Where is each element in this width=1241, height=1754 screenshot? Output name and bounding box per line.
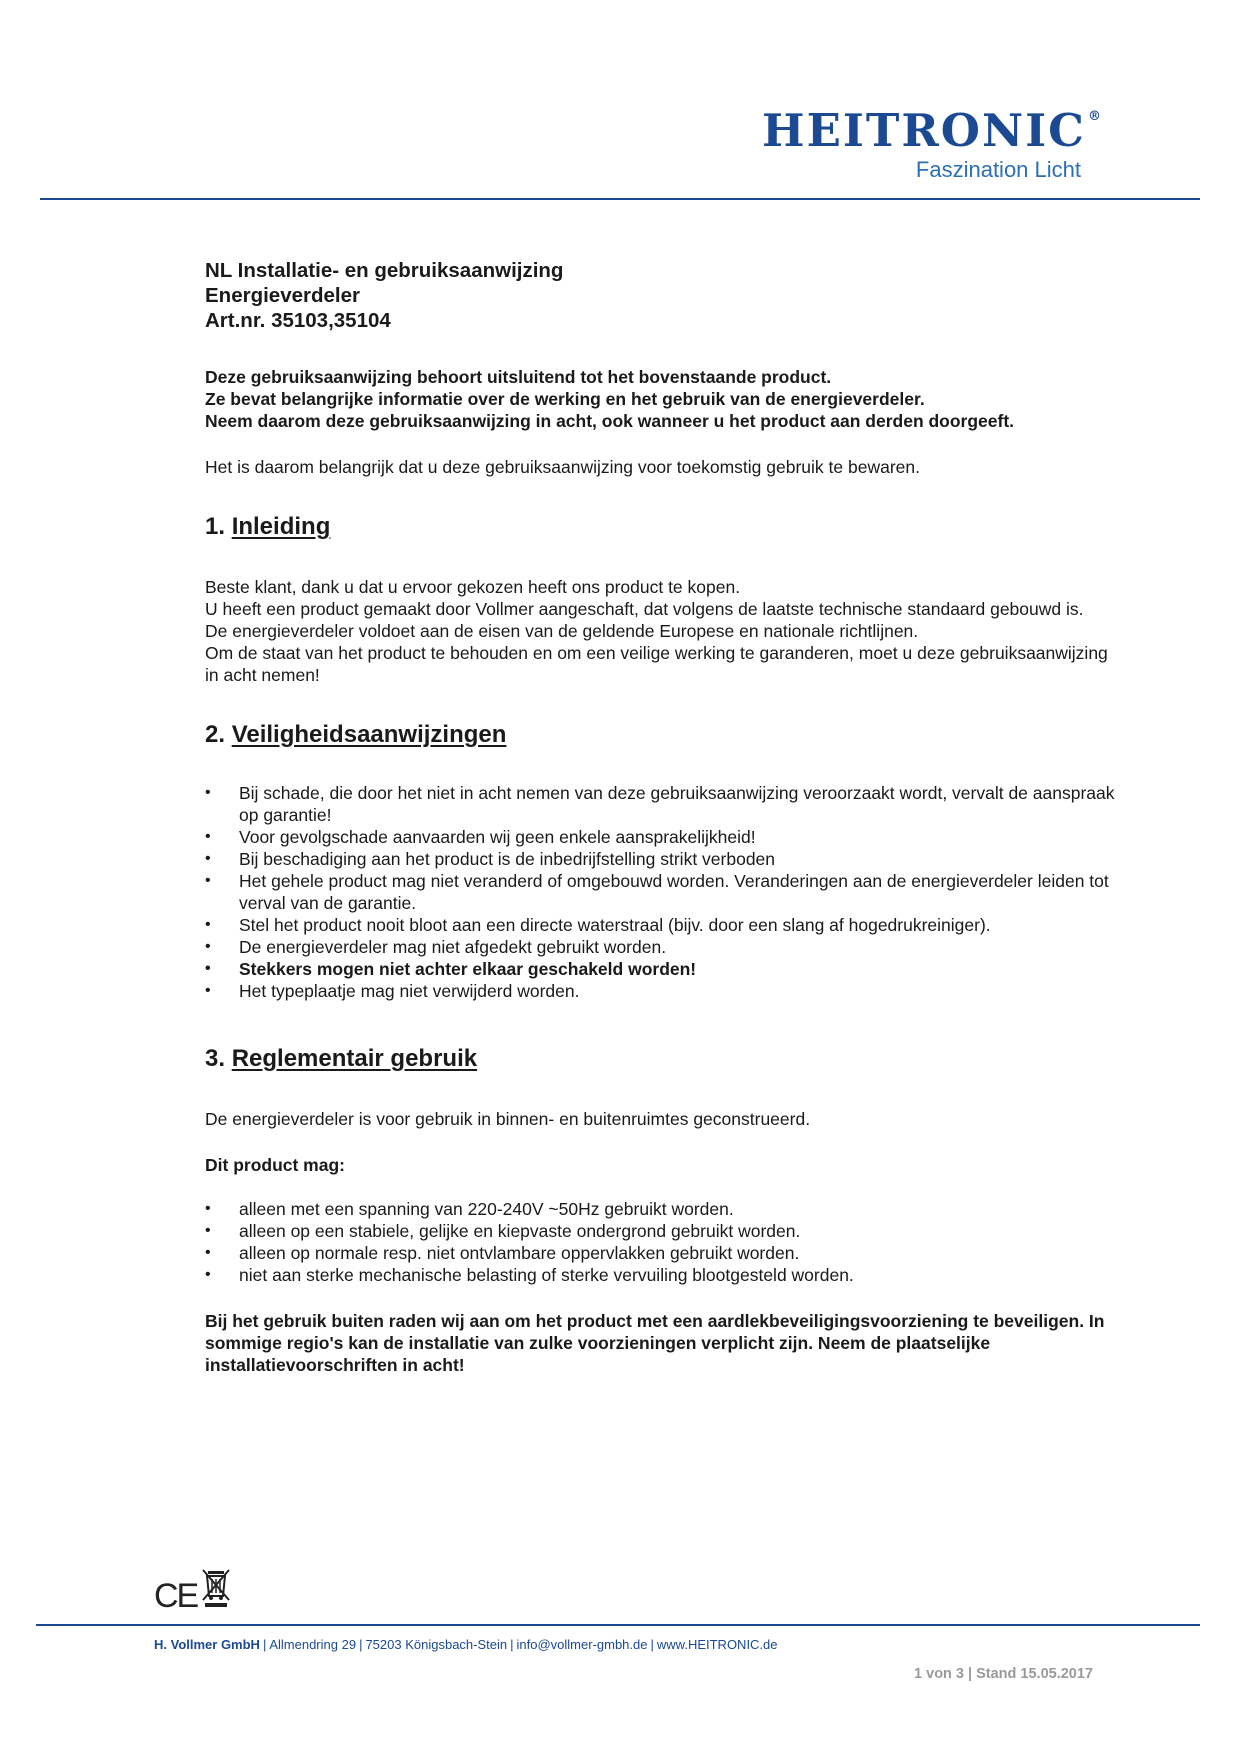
brand-wordmark: HEITRONIC ®: [762, 104, 1103, 157]
brand-tagline: Faszination Licht: [915, 157, 1081, 182]
intro-keep-note: Het is daarom belangrijk dat u deze gebruiksaanwijzing voor toekomstig gebruik te bewaren.: [205, 457, 920, 477]
section-2-heading: 2. Veiligheidsaanwijzingen: [205, 721, 507, 748]
list-item: • De energieverdeler mag niet afgedekt gebruikt worden.: [205, 936, 1120, 958]
footer-divider: [36, 1624, 1200, 1626]
section-1-line: Om de staat van het product te behouden en om een veilige werking te garanderen, moet u deze gebruiksaanwijzing in acht nemen!: [205, 643, 1108, 685]
section-3-subheading: Dit product mag:: [205, 1155, 345, 1175]
list-item: • Stekkers mogen niet achter elkaar geschakeld worden!: [205, 958, 1120, 980]
usage-list: [205, 1198, 1120, 1286]
doc-title-line-1: NL Installatie- en gebruiksaanwijzing: [205, 259, 564, 282]
section-1-heading: 1. Inleiding: [205, 513, 331, 540]
list-item: • Bij schade, die door het niet in acht nemen van deze gebruiksaanwijzing veroorzaakt wordt, vervalt de aanspraak op garantie!: [205, 782, 1120, 826]
list-item: • alleen op een stabiele, gelijke en kiepvaste ondergrond gebruikt worden.: [205, 1220, 1120, 1242]
list-item: • Het typeplaatje mag niet verwijderd worden.: [205, 980, 1120, 1002]
footer-street: Allmendring 29: [269, 1637, 357, 1652]
footer-company: H. Vollmer GmbH: [154, 1637, 260, 1652]
section-3-intro: De energieverdeler is voor gebruik in binnen- en buitenruimtes geconstrueerd.: [205, 1109, 811, 1129]
intro-bold-2: Ze bevat belangrijke informatie over de werking en het gebruik van de energieverdeler.: [205, 389, 925, 409]
intro-bold-3: Neem daarom deze gebruiksaanwijzing in acht, ook wanneer u het product aan derden doorgeeft.: [205, 411, 1015, 431]
registered-mark: ®: [1088, 109, 1103, 124]
list-item: • niet aan sterke mechanische belasting of sterke vervuiling blootgesteld worden.: [205, 1264, 1120, 1286]
document-body: [205, 258, 1120, 1376]
list-item: • alleen op normale resp. niet ontvlambare oppervlakken gebruikt worden.: [205, 1242, 1120, 1264]
list-item: • Voor gevolgschade aanvaarden wij geen enkele aansprakelijkheid!: [205, 826, 1120, 848]
brand-logo: [762, 104, 1103, 183]
section-3-heading: 3. Reglementair gebruik: [205, 1045, 478, 1072]
safety-list: [205, 782, 1120, 1002]
section-1-line: Beste klant, dank u dat u ervoor gekozen heeft ons product te kopen.: [205, 577, 741, 597]
footer-website[interactable]: www.HEITRONIC.de: [656, 1637, 778, 1652]
doc-title-line-2: Energieverdeler: [205, 284, 360, 307]
intro-bold-1: Deze gebruiksaanwijzing behoort uitsluitend tot het bovenstaande product.: [205, 367, 832, 387]
weee-bin-icon: [201, 1568, 231, 1613]
list-item: • Stel het product nooit bloot aan een directe waterstraal (bijv. door een slang af hogedrukreiniger).: [205, 914, 1120, 936]
list-item: • Bij beschadiging aan het product is de inbedrijfstelling strikt verboden: [205, 848, 1120, 870]
intro-notice: [205, 366, 1120, 432]
section-1-line: De energieverdeler voldoet aan de eisen van de geldende Europese en nationale richtlijnen.: [205, 621, 919, 641]
section-1-body: [205, 576, 1120, 686]
list-item: • alleen met een spanning van 220-240V ~50Hz gebruikt worden.: [205, 1198, 1120, 1220]
outdoor-warning: Bij het gebruik buiten raden wij aan om het product met een aardlekbeveiligingsvoorziening te beveiligen. In sommige regio's kan de installatie van zulke voorzieningen verplicht zijn. Neem de plaatselijke installatievoorschriften in acht!: [205, 1311, 1105, 1375]
ce-mark-icon: CE: [154, 1577, 198, 1615]
footer-email[interactable]: info@vollmer-gmbh.de: [516, 1637, 648, 1652]
section-1-line: U heeft een product gemaakt door Vollmer aangeschaft, dat volgens de laatste technische standaard gebouwd is.: [205, 599, 1084, 619]
page-status: 1 von 3 | Stand 15.05.2017: [914, 1666, 1093, 1682]
doc-title-line-3: Art.nr. 35103,35104: [205, 309, 391, 332]
list-item: • Het gehele product mag niet veranderd of omgebouwd worden. Veranderingen aan de energieverdeler leiden tot verval van de garantie.: [205, 870, 1120, 914]
header-divider: [40, 198, 1200, 200]
compliance-marks: [154, 1568, 231, 1613]
footer-city: 75203 Königsbach-Stein: [365, 1637, 508, 1652]
footer-contact: H. Vollmer GmbH | Allmendring 29 | 75203 Königsbach-Stein | info@vollmer-gmbh.de | www.HEITRONIC.de: [154, 1637, 778, 1652]
